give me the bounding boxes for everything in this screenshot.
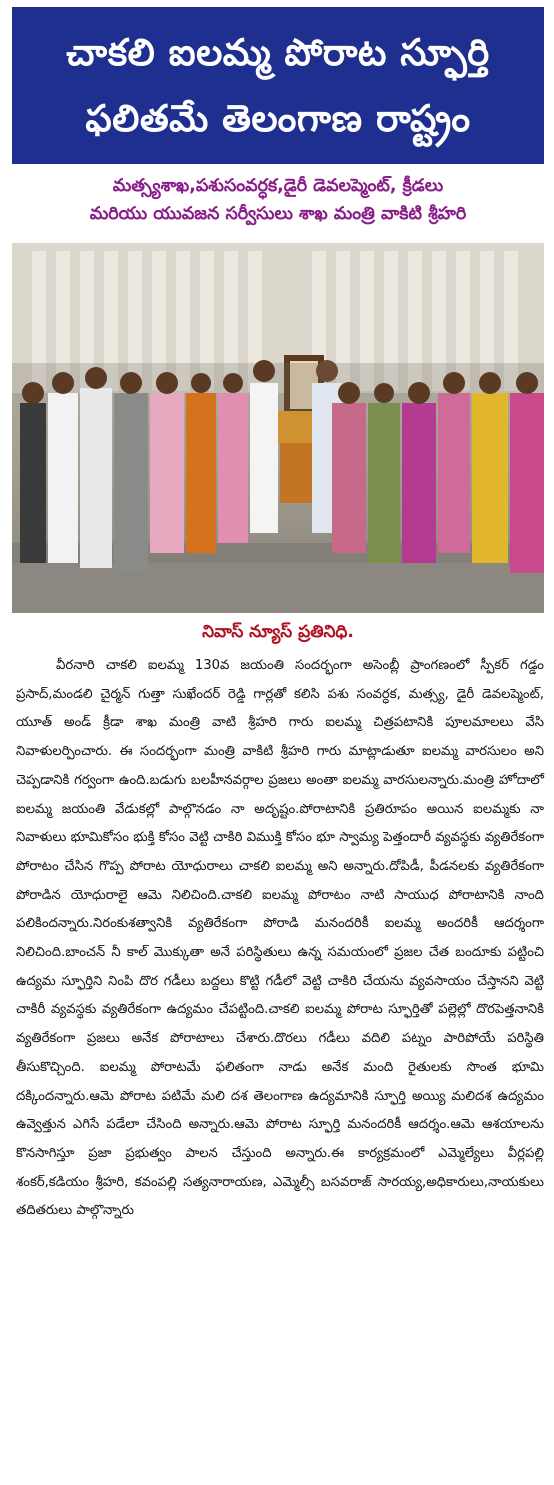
headline-line-1: చాకలి ఐలమ్మ పోరాట స్ఫూర్తి [66,30,490,74]
group-photo-illustration [12,243,544,613]
subheadline-line-1: మత్స్యశాఖ,పశుసంవర్ధక,డైరీ డెవలప్మెంట్, క్రీడలు [112,176,444,196]
people-group [12,360,544,573]
headline-banner [12,7,544,164]
article-body [16,652,544,1226]
group-photo [12,243,544,613]
headline-line-2: ఫలితమే తెలంగాణ రాష్ట్రం [85,96,471,140]
byline: నివాస్ న్యూస్ ప్రతినిధి. [202,622,354,642]
subheadline [12,172,544,228]
subheadline-line-2: మరియు యువజన సర్వీసులు శాఖ మంత్రి వాకిటి శ్రీహరి [89,204,467,224]
article-paragraph: వీరనారి చాకలి ఐలమ్మ 130వ జయంతి సందర్భంగా అసెంబ్లీ ప్రాంగణంలో స్పీకర్ గడ్డం ప్రసాద్,మండలి చైర్మన్ గుత్తా సుఖేందర్ రెడ్డి గార్లతో కలిసి పశు సంవర్ధక, మత్స్య, డైరీ డెవలప్మెంట్, యూత్ అండ్ క్రీడా శాఖ మంత్రి వాటి శ్రీహరి గారు ఐలమ్మ చిత్రపటానికి పూలమాలలు వేసి నివాళులర్పించారు. ఈ సందర్భంగా మంత్రి వాకిటి శ్రీహరి గారు మాట్లాడుతూ ఐలమ్మ వారసులం అని చెప్పడానికి గర్వంగా ఉంది.బడుగు బలహీనవర్గాల ప్రజలు అంతా ఐలమ్మ వారసులన్నారు.మంత్రి హోదాలో ఐలమ్మ జయంతి వేడుకల్లో పాల్గొనడం నా అదృష్టం.పోరాటానికి ప్రతిరూపం అయిన ఐలమ్మకు నా నివాళులు భూమికోసం భుక్తి కోసం వెట్టి చాకిరి విముక్తి కోసం భూ స్వామ్య పెత్తందారీ వ్యవస్థకు వ్యతిరేకంగా పోరాటం చేసిన గొప్ప పోరాట యోధురాలు చాకలి ఐలమ్మ అని అన్నారు.దోపిడీ, పీడనలకు వ్యతిరేకంగా పోరాడిన యోధురాలై ఆమె నిలిచింది.చాకలి ఐలమ్మ పోరాటం నాటి సాయుధ పోరాటానికి నాంది పలికిందన్నారు.నిరంకుశత్వానికి వ్యతిరేకంగా పోరాడి మనందరికీ ఐలమ్మ అందరికీ ఆదర్శంగా నిలిచింది.బాంచన్ నీ కాల్ మొక్కుతా అనే పరిస్థితులు ఉన్న సమయంలో ప్రజల చేత బందూకు పట్టించి ఉద్యమ స్ఫూర్తిని నింపి దొర గడీలు బద్దలు కొట్టి గడీలో వెట్టి చాకిరి చేయను వ్యవసాయం చేస్తానని వెట్టి చాకిరీ వ్యవస్థకు వ్యతిరేకంగా ఉద్యమం చేపట్టింది.చాకలి ఐలమ్మ పోరాట స్ఫూర్తితో పల్లెల్లో దొరపెత్తనానికి వ్యతిరేకంగా ప్రజలు అనేక పోరాటాలు చేశారు.దొరలు గడీలు వదిలి పట్నం పారిపోయే పరిస్థితి తీసుకొచ్చింది. ఐలమ్మ పోరాటమే ఫలితంగా నాడు అనేక మంది రైతులకు సొంత భూమి దక్కిందన్నారు.ఆమె పోరాట పటిమే మలి దశ తెలంగాణ ఉద్యమానికి స్ఫూర్తి అయ్యి మలిదశ ఉద్యమం ఉవ్వెత్తున ఎగిసే పడేలా చేసింది అన్నారు.ఆమె పోరాట స్ఫూర్తి మనందరికీ ఆదర్శం.ఆమె ఆశయాలను కొనసాగిస్తూ ప్రజా ప్రభుత్వం పాలన చేస్తుంది అన్నారు.ఈ కార్యక్రమంలో ఎమ్మెల్యేలు వీర్లపల్లి శంకర్,కడియం శ్రీహరి, కవంపల్లి సత్యనారాయణ, ఎమ్మెల్సీ బసవరాజ్ సారయ్య,అధికారులు,నాయకులు తదితరులు పాల్గొన్నారు [16,658,544,1219]
